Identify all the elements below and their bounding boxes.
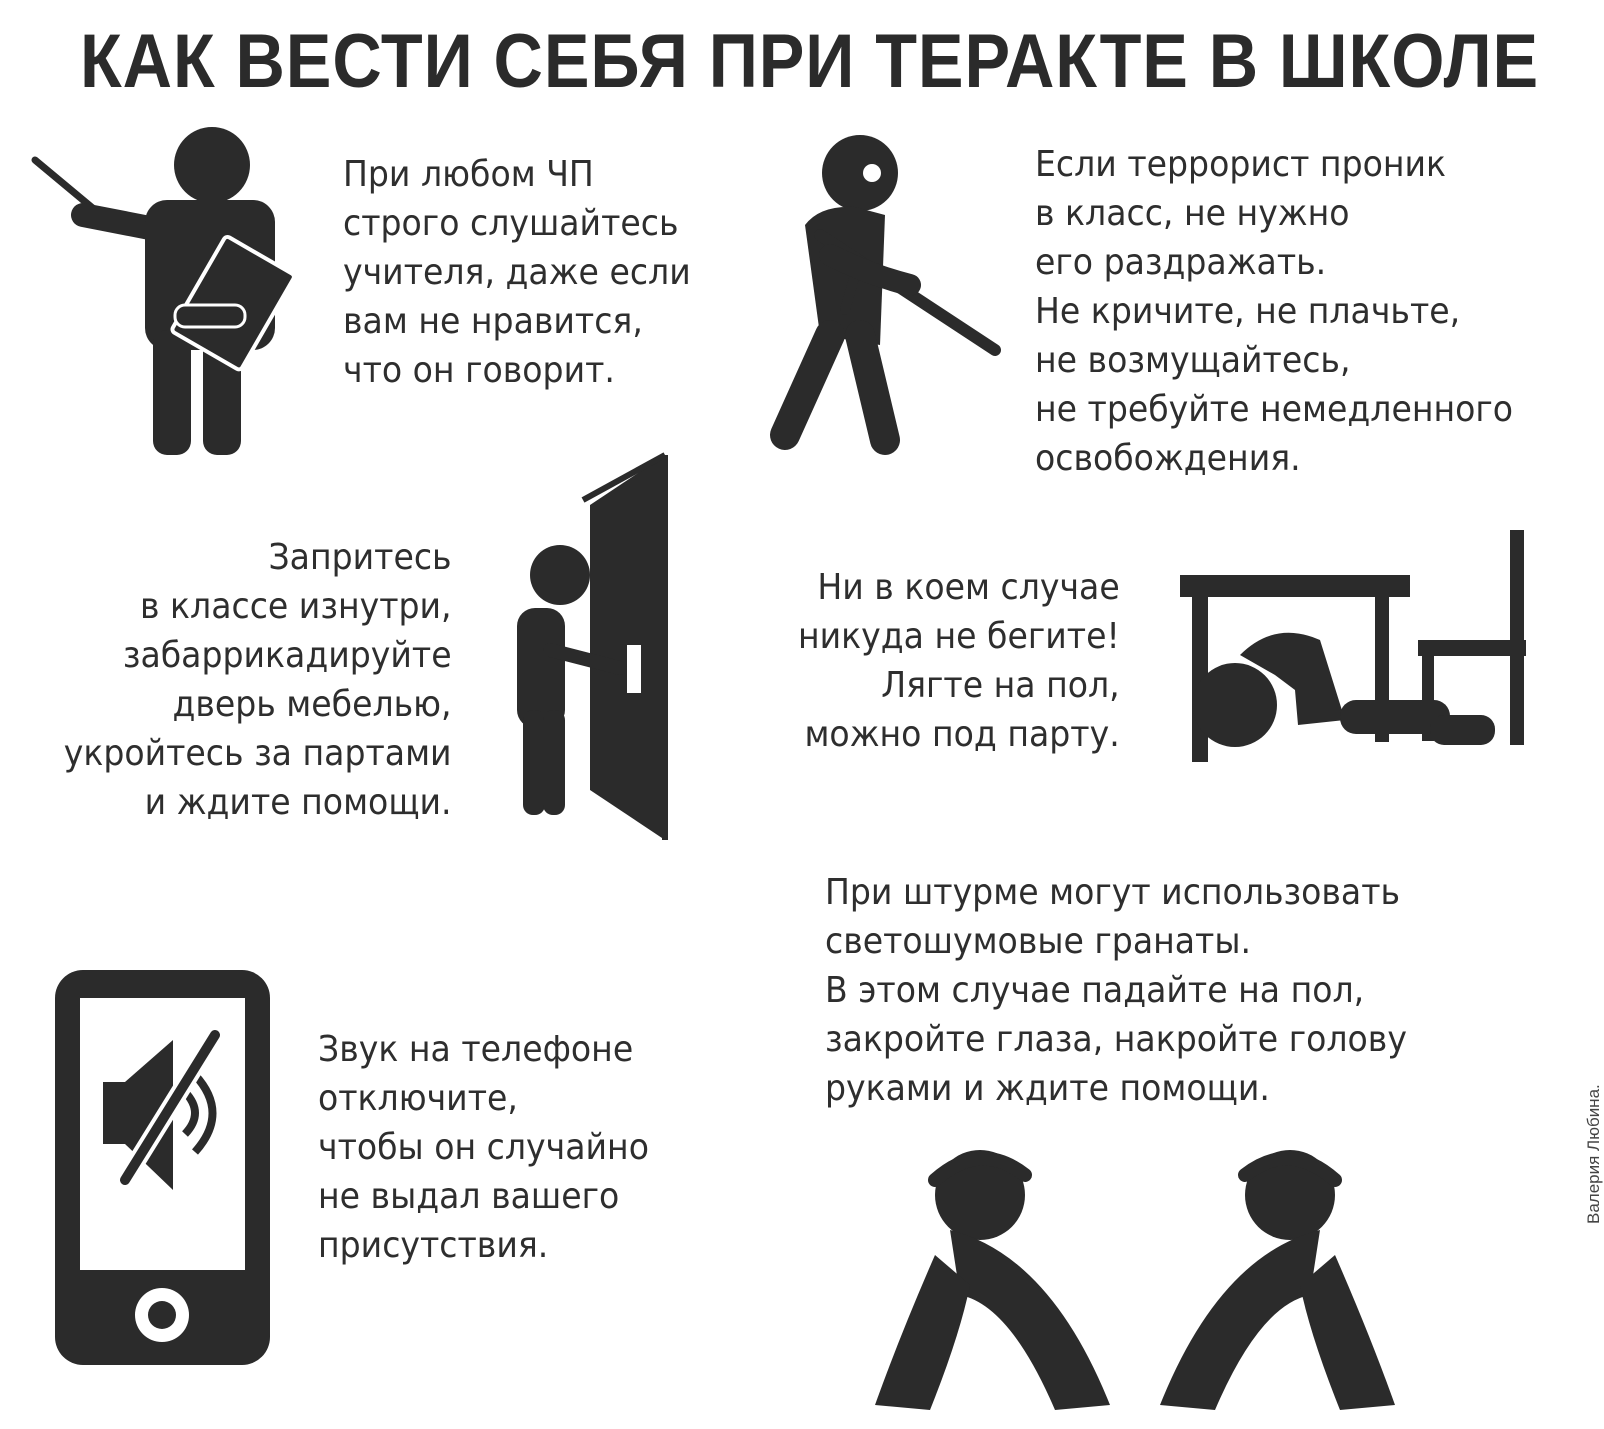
tip-5-line: Звук на телефоне — [318, 1029, 634, 1070]
person-locking-door-icon — [505, 450, 695, 850]
person-under-desk-icon — [1180, 530, 1540, 770]
tip-2-line: его раздражать. — [1035, 242, 1327, 283]
tip-5-line: отключите, — [318, 1078, 518, 1119]
gunman-icon — [760, 125, 1020, 470]
tip-2-line: Если террорист проник — [1035, 144, 1447, 185]
author-credit: Валерия Любина. — [1584, 1084, 1603, 1224]
tip-1-line: вам не нравится, — [343, 301, 643, 342]
speaker-icon — [103, 1082, 125, 1144]
tip-5-line: чтобы он случайно — [318, 1127, 649, 1168]
tip-5-line: присутствия. — [318, 1225, 549, 1266]
tip-4-line: можно под парту. — [804, 714, 1120, 755]
muted-phone-icon — [55, 970, 270, 1365]
page-title: КАК ВЕСТИ СЕБЯ ПРИ ТЕРАКТЕ В ШКОЛЕ — [80, 19, 1540, 104]
tip-5-text — [318, 1025, 649, 1270]
tip-6-line: В этом случае падайте на пол, — [825, 970, 1365, 1011]
tip-3-line: забаррикадируйте — [123, 635, 453, 676]
tip-3-text — [64, 533, 452, 827]
tip-1-line: что он говорит. — [343, 350, 615, 391]
tip-3-line: Запритесь — [268, 537, 452, 578]
tip-2-line: освобождения. — [1035, 438, 1301, 479]
tip-2-line: не требуйте немедленного — [1035, 389, 1514, 430]
tip-4-line: Ни в коем случае — [817, 567, 1120, 608]
tip-4-text — [798, 563, 1120, 759]
tip-1-text — [343, 150, 691, 395]
tip-6-line: закройте глаза, накройте голову — [825, 1019, 1407, 1060]
tip-4-line: Лягте на пол, — [881, 665, 1120, 706]
tip-6-text — [825, 868, 1407, 1113]
tip-2-line: в класс, не нужно — [1035, 193, 1350, 234]
tip-4-line: никуда не бегите! — [798, 616, 1120, 657]
tip-3-line: дверь мебелью, — [172, 684, 452, 725]
tip-1-line: При любом ЧП — [343, 154, 594, 195]
tip-3-line: в классе изнутри, — [140, 586, 452, 627]
tip-1-line: учителя, даже если — [343, 252, 691, 293]
tip-3-line: укройтесь за партами — [64, 733, 452, 774]
teacher-pointing-icon — [25, 120, 305, 460]
tip-5-line: не выдал вашего — [318, 1176, 620, 1217]
tip-6-line: светошумовые гранаты. — [825, 921, 1252, 962]
tip-2-text — [1035, 140, 1513, 483]
tip-6-line: руками и ждите помощи. — [825, 1068, 1270, 1109]
tip-2-line: не возмущайтесь, — [1035, 340, 1351, 381]
tip-1-line: строго слушайтесь — [343, 203, 679, 244]
tip-2-line: Не кричите, не плачьте, — [1035, 291, 1461, 332]
tip-3-line: и ждите помощи. — [145, 782, 452, 823]
people-covering-heads-icon — [860, 1135, 1420, 1420]
tip-6-line: При штурме могут использовать — [825, 872, 1401, 913]
